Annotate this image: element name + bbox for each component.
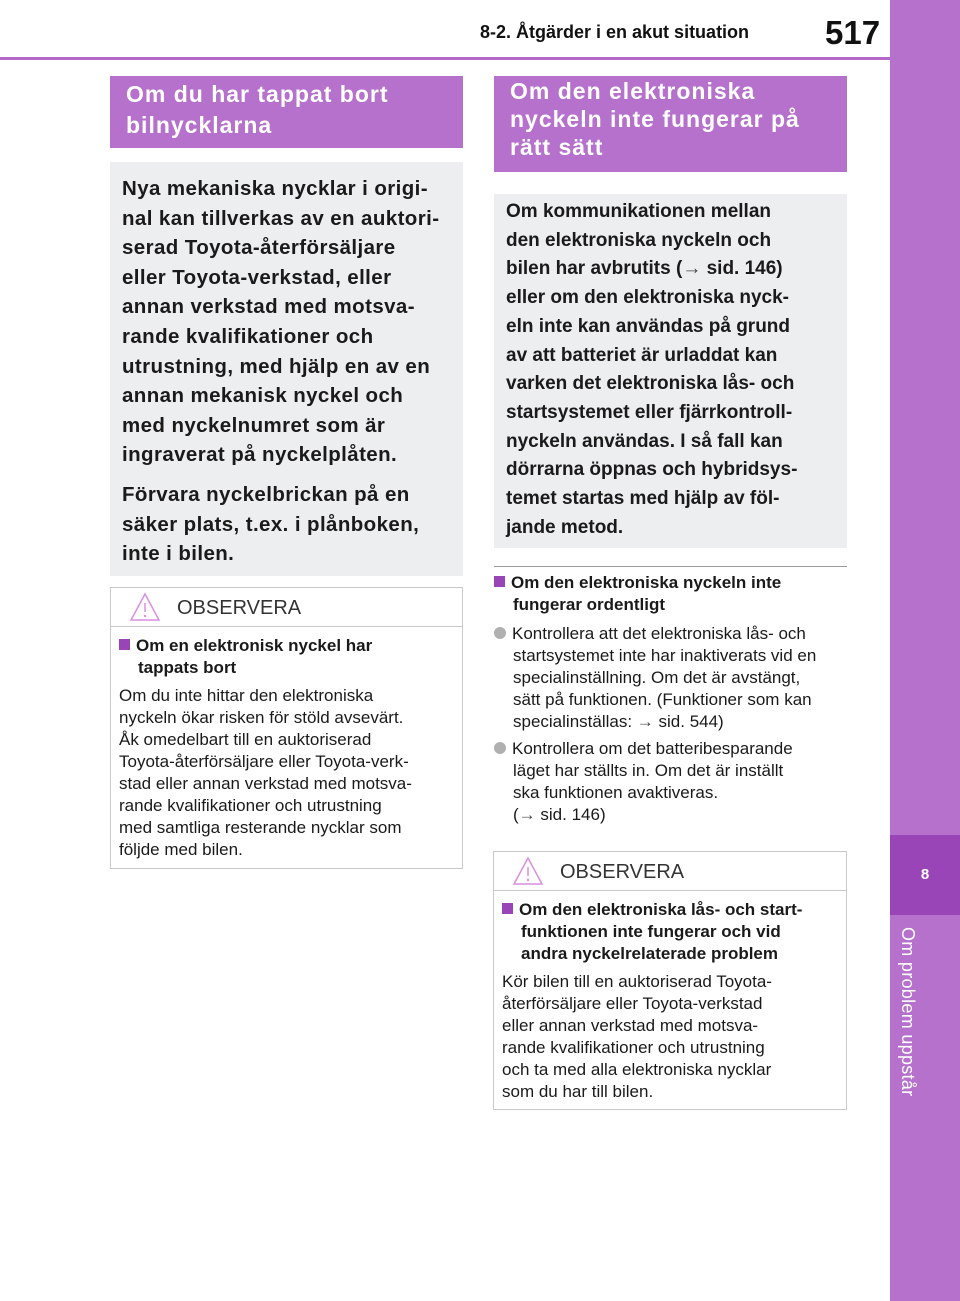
page-ref-link[interactable]: sid. 146) bbox=[706, 258, 783, 280]
info-line: varken det elektroniska lås- och bbox=[506, 373, 795, 395]
notice-header bbox=[494, 852, 846, 891]
right-title-line: nyckeln inte fungerar på bbox=[510, 106, 800, 132]
right-bullet-2: Kontrollera om det batteribesparande läget har ställts in. Om det är inställt ska funktionen avaktiveras. (→ sid. 146) bbox=[494, 738, 873, 826]
left-info-box bbox=[110, 162, 463, 576]
left-title-line: bilnycklarna bbox=[126, 112, 273, 138]
arrow-right-icon: → bbox=[636, 712, 654, 731]
info-line: dörrarna öppnas och hybridsys- bbox=[506, 459, 798, 481]
info-line: ingraverat på nyckelplåten. bbox=[122, 443, 398, 467]
notice-text: Kör bilen till en auktoriserad Toyota- återförsäljare eller Toyota-verkstad eller annan verkstad med motsva- rande kvalifikationer och utrustning och ta med alla elektroniska nycklar som du har till bilen. bbox=[502, 972, 772, 1101]
notice-item-title: Om en elektronisk nyckel har tappats bort bbox=[119, 635, 454, 679]
info-line: eller om den elektroniska nyck- bbox=[506, 287, 790, 309]
right-title-line: Om den elektroniska bbox=[510, 78, 756, 104]
warning-triangle-icon bbox=[512, 856, 544, 886]
round-bullet-icon bbox=[494, 627, 506, 639]
info-line: inte i bilen. bbox=[122, 542, 235, 566]
page-ref-link[interactable]: sid. 146) bbox=[540, 805, 606, 824]
chapter-tab[interactable]: 8 bbox=[890, 835, 960, 915]
info-line: serad Toyota-återförsäljare bbox=[122, 236, 396, 260]
right-bullet-1: Kontrollera att det elektroniska lås- och startsystemet inte har inaktiverats vid en specialinställning. Om det är avstängt, sätt på funktionen. (Funktioner som kan specialinställas: → sid. 544) bbox=[494, 623, 873, 733]
arrow-right-icon: → bbox=[518, 805, 536, 824]
chapter-label: Om problem uppstår bbox=[898, 927, 918, 1097]
info-line: eln inte kan användas på grund bbox=[506, 315, 791, 337]
notice-label: OBSERVERA bbox=[177, 597, 302, 619]
info-line: nal kan tillverkas av en auktori- bbox=[122, 206, 440, 230]
info-line: Nya mekaniska nycklar i origi- bbox=[122, 177, 428, 200]
page-number: 517 bbox=[825, 14, 881, 51]
info-line: utrustning, med hjälp en av en bbox=[122, 354, 431, 378]
info-line: rande kvalifikationer och bbox=[122, 324, 374, 348]
notice-text: Om du inte hittar den elektroniska nyckeln ökar risken för stöld avsevärt. Åk omedelbart till en auktoriserad Toyota-återförsäljare eller Toyota-verk- stad eller annan verkstad med motsva- rande kvalifikationer och utrustning med samtliga resterande nycklar som följde med bilen. bbox=[119, 686, 412, 859]
right-notice-box bbox=[493, 851, 847, 1110]
right-title-box bbox=[494, 76, 847, 172]
info-line: jande metod. bbox=[506, 516, 624, 538]
arrow-right-icon: → bbox=[682, 258, 702, 280]
info-line: bilen har avbrutits (→ sid. 146) bbox=[506, 258, 783, 280]
right-info-box bbox=[494, 194, 847, 548]
page-ref-link[interactable]: sid. 544) bbox=[658, 712, 724, 731]
info-line: Om kommunikationen mellan bbox=[506, 201, 771, 222]
right-subhead: Om den elektroniska nyckeln inte fungerar ordentligt bbox=[494, 572, 866, 616]
info-line: annan mekanisk nyckel och bbox=[122, 384, 404, 408]
right-title-line: rätt sätt bbox=[510, 134, 604, 160]
info-line: den elektroniska nyckeln och bbox=[506, 229, 772, 251]
info-line: nyckeln användas. I så fall kan bbox=[506, 430, 783, 452]
notice-header bbox=[111, 588, 462, 627]
notice-label: OBSERVERA bbox=[560, 861, 685, 883]
info-line: säker plats, t.ex. i plånboken, bbox=[122, 512, 420, 536]
chapter-side-strip bbox=[890, 0, 960, 1301]
info-line: temet startas med hjälp av föl- bbox=[506, 488, 780, 510]
round-bullet-icon bbox=[494, 742, 506, 754]
notice-item-title: Om den elektroniska lås- och start- funktionen inte fungerar och vid andra nyckelrelaterade problem bbox=[502, 899, 838, 965]
info-line: av att batteriet är urladdat kan bbox=[506, 344, 778, 366]
left-notice-box bbox=[110, 587, 463, 869]
left-title-line: Om du har tappat bort bbox=[126, 81, 389, 107]
square-bullet-icon bbox=[494, 576, 505, 587]
info-line: Förvara nyckelbrickan på en bbox=[122, 482, 410, 506]
right-divider bbox=[494, 566, 847, 567]
header-rule bbox=[0, 57, 890, 60]
info-line: annan verkstad med motsva- bbox=[122, 295, 415, 319]
info-line: med nyckelnumret som är bbox=[122, 413, 386, 437]
info-line: eller Toyota-verkstad, eller bbox=[122, 265, 392, 289]
square-bullet-icon bbox=[502, 903, 513, 914]
warning-triangle-icon bbox=[129, 592, 161, 622]
section-title: 8-2. Åtgärder i en akut situation bbox=[480, 22, 750, 42]
left-title-box bbox=[110, 76, 463, 148]
square-bullet-icon bbox=[119, 639, 130, 650]
info-line: startsystemet eller fjärrkontroll- bbox=[506, 401, 793, 423]
